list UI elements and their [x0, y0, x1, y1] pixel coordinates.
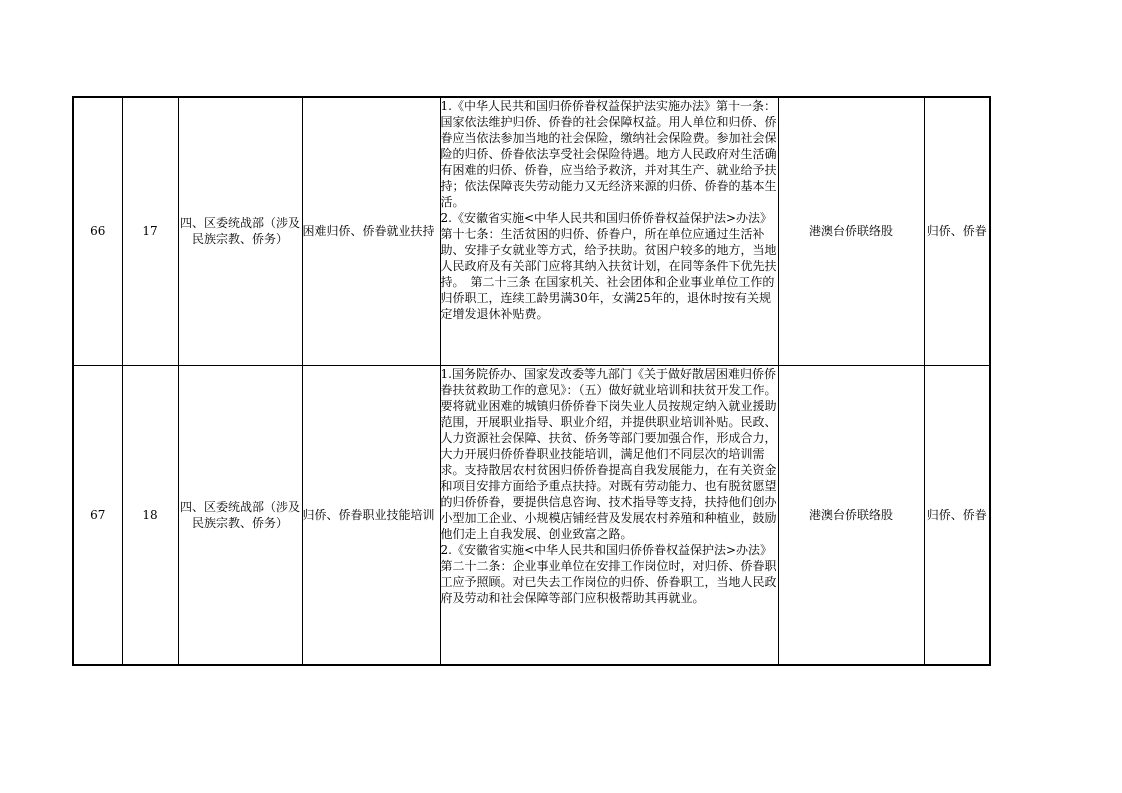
object-cell: 归侨、侨眷 [924, 97, 990, 365]
object-cell: 归侨、侨眷 [924, 365, 990, 665]
sub-seq-cell: 17 [122, 97, 178, 365]
dept-cell: 四、区委统战部（涉及民族宗教、侨务） [178, 97, 302, 365]
seq-cell: 67 [73, 365, 122, 665]
sub-seq-cell: 18 [122, 365, 178, 665]
basis-paragraph: 2.《安徽省实施<中华人民共和国归侨侨眷权益保护法>办法》第十七条：生活贫困的归侨、侨眷户，所在单位应通过生活补助、安排子女就业等方式，给予扶助。贫困户较多的地方，当地人民政府及有关部门应将其纳入扶贫计划，在同等条件下优先扶持。 第二十三条 在国家机关、社会团体和企业事业单位工作的归侨职工，连续工龄男满30年，女满25年的，退休时按有关规定增发退休补贴费。 [440, 211, 777, 321]
basis-paragraph: 1.国务院侨办、国家发改委等九部门《关于做好散居困难归侨侨眷扶贫救助工作的意见》：（五）做好就业培训和扶贫开发工作。要将就业困难的城镇归侨侨眷下岗失业人员按规定纳入就业援助范围，开展职业指导、职业介绍，并提供职业培训补贴。民政、人力资源社会保障、扶贫、侨务等部门要加强合作，形成合力，大力开展归侨侨眷职业技能培训，满足他们不同层次的培训需求。支持散居农村贫困归侨侨眷提高自我发展能力，在有关资金和项目安排方面给予重点扶持。对既有劳动能力、也有脱贫愿望的归侨侨眷，要提供信息咨询、技术指导等支持，扶持他们创办小型加工企业、小规模店铺经营及发展农村养殖和种植业，鼓励他们走上自我发展、创业致富之路。 [440, 366, 777, 541]
basis-cell [440, 365, 778, 665]
basis-paragraph: 2.《安徽省实施<中华人民共和国归侨侨眷权益保护法>办法》第二十二条：企业事业单位在安排工作岗位时，对归侨、侨眷职工应予照顾。对已失去工作岗位的归侨、侨眷职工，当地人民政府及劳动和社会保障等部门应积极帮助其再就业。 [440, 542, 777, 605]
seq-cell: 66 [73, 97, 122, 365]
table-row [73, 97, 990, 365]
basis-cell [440, 97, 778, 365]
service-items-table [72, 96, 991, 666]
unit-cell: 港澳台侨联络股 [778, 365, 924, 665]
unit-cell: 港澳台侨联络股 [778, 97, 924, 365]
dept-cell: 四、区委统战部（涉及民族宗教、侨务） [178, 365, 302, 665]
item-cell: 困难归侨、侨眷就业扶持 [302, 97, 440, 365]
table-row [73, 365, 990, 665]
item-cell: 归侨、侨眷职业技能培训 [302, 365, 440, 665]
basis-paragraph: 1.《中华人民共和国归侨侨眷权益保护法实施办法》第十一条：国家依法维护归侨、侨眷的社会保障权益。用人单位和归侨、侨眷应当依法参加当地的社会保险，缴纳社会保险费。参加社会保险的归侨、侨眷依法享受社会保险待遇。地方人民政府对生活确有困难的归侨、侨眷，应当给予救济，并对其生产、就业给予扶持；依法保障丧失劳动能力又无经济来源的归侨、侨眷的基本生活。 [440, 99, 777, 209]
